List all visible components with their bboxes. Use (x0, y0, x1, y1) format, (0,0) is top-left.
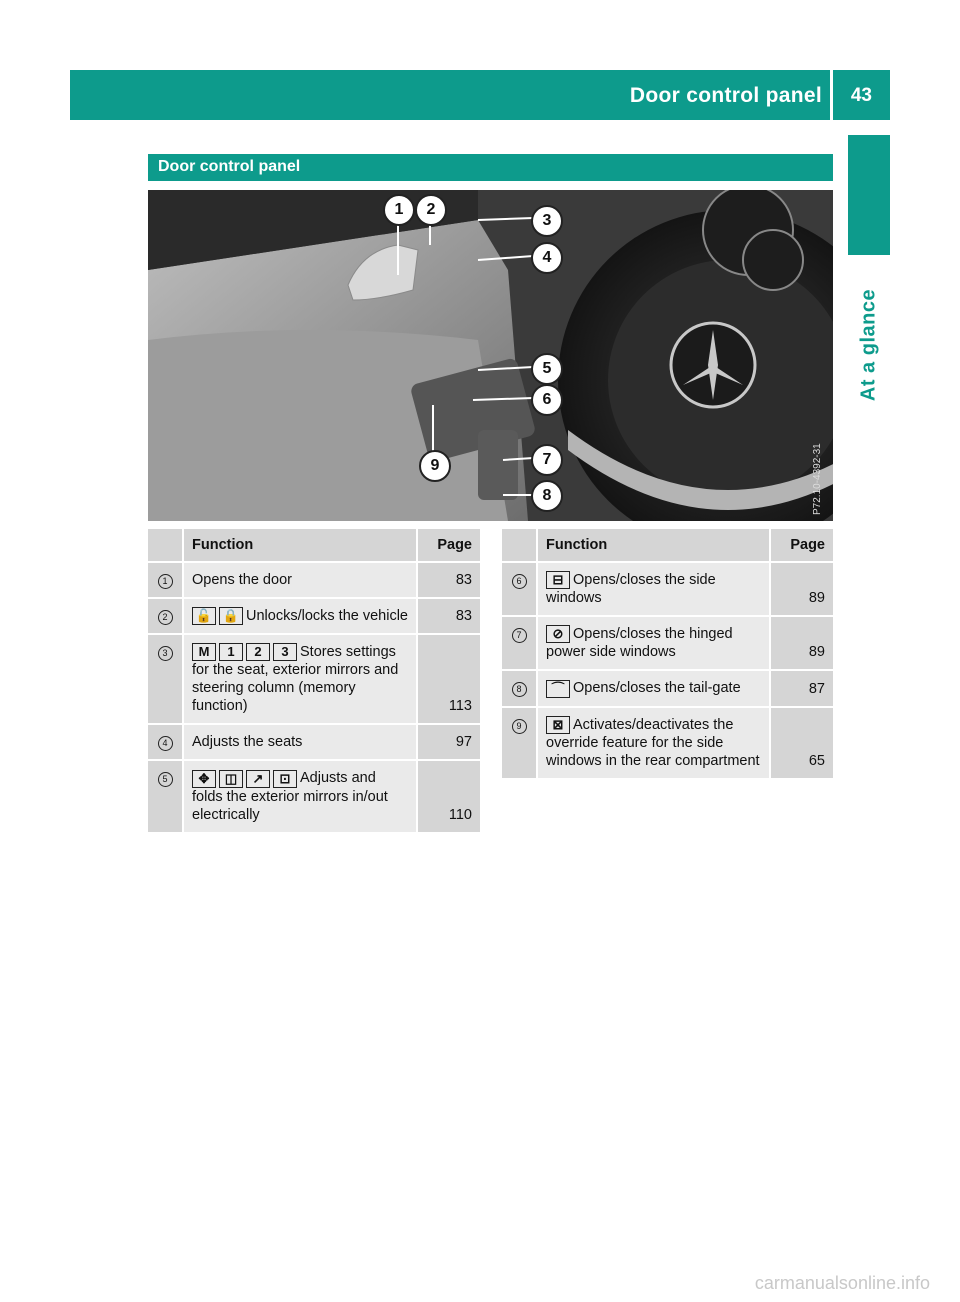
table-row (148, 761, 480, 831)
row-page-number: 89 (771, 617, 833, 669)
row-function-text: Stores settings for the seat, exterior mirrors and steering column (memory function) (192, 644, 399, 715)
table-row (502, 563, 833, 615)
button-symbol-icon: 2 (246, 643, 270, 661)
row-number-cell (148, 563, 182, 597)
row-function-cell (538, 563, 769, 615)
header-num-cell (148, 529, 182, 561)
table-header-row (502, 529, 833, 561)
header-title: Door control panel (629, 84, 822, 107)
header-num-cell (502, 529, 536, 561)
row-number: 7 (512, 628, 527, 643)
header-function: Function (538, 529, 769, 561)
row-function-cell (538, 708, 769, 778)
function-table-right (500, 527, 835, 780)
row-page-number: 65 (771, 708, 833, 778)
callout-1: 1 (383, 194, 415, 226)
row-number-cell (502, 617, 536, 669)
row-function-text: Opens/closes the side windows (546, 572, 716, 607)
callout-7: 7 (531, 444, 563, 476)
header-page: Page (418, 529, 480, 561)
row-page-number: 89 (771, 563, 833, 615)
header-page: Page (771, 529, 833, 561)
row-number-cell (148, 725, 182, 759)
button-symbol-icon: ⊟ (546, 571, 570, 589)
button-symbol-icon: ✥ (192, 770, 216, 788)
row-number: 5 (158, 772, 173, 787)
table-header-row (148, 529, 480, 561)
side-tab-label: At a glance (857, 288, 880, 402)
button-symbol-icon: M (192, 643, 216, 661)
page-number: 43 (850, 85, 872, 106)
callout-8: 8 (531, 480, 563, 512)
row-function-cell (184, 761, 416, 831)
row-number: 4 (158, 736, 173, 751)
side-tab-block (848, 135, 890, 255)
footer-watermark: carmanualsonline.info (754, 1273, 930, 1293)
figure-code: P72.10-4392-31 (812, 443, 823, 515)
button-symbol-icon: 3 (273, 643, 297, 661)
callout-6: 6 (531, 384, 563, 416)
row-function-cell (538, 671, 769, 705)
button-symbol-icon: ⊠ (546, 716, 570, 734)
row-function-text: Adjusts the seats (192, 734, 303, 751)
row-function-cell (184, 563, 416, 597)
button-symbol-icon: ↗ (246, 770, 270, 788)
table-row (502, 671, 833, 705)
button-symbol-icon: ⌒ (546, 680, 570, 698)
table-row (502, 708, 833, 778)
function-table-left (146, 527, 482, 834)
door-panel-illustration (148, 190, 833, 521)
section-bar (148, 154, 833, 181)
button-symbol-icon: 1 (219, 643, 243, 661)
button-symbol-icon: ◫ (219, 770, 243, 788)
callout-2: 2 (415, 194, 447, 226)
header-bar (70, 70, 890, 120)
row-function-cell (184, 599, 416, 633)
callout-9: 9 (419, 450, 451, 482)
row-page-number: 83 (418, 563, 480, 597)
header-divider (830, 70, 833, 120)
row-number: 2 (158, 610, 173, 625)
row-function-cell (184, 635, 416, 723)
row-number: 3 (158, 646, 173, 661)
table-row (148, 635, 480, 723)
row-number: 8 (512, 682, 527, 697)
row-number-cell (502, 708, 536, 778)
row-page-number: 113 (418, 635, 480, 723)
button-symbol-icon: ⊘ (546, 625, 570, 643)
button-symbol-icon: 🔒 (219, 607, 243, 625)
row-number: 9 (512, 719, 527, 734)
callout-5: 5 (531, 353, 563, 385)
row-number: 6 (512, 574, 527, 589)
table-row (502, 617, 833, 669)
row-function-text: Adjusts and folds the exterior mirrors in/out electrically (192, 770, 388, 823)
row-page-number: 110 (418, 761, 480, 831)
row-function-text: Opens/closes the tail-gate (573, 680, 741, 697)
row-page-number: 83 (418, 599, 480, 633)
section-title: Door control panel (158, 158, 301, 175)
row-number-cell (502, 563, 536, 615)
row-function-cell (538, 617, 769, 669)
row-function-cell (184, 725, 416, 759)
row-function-text: Opens/closes the hinged power side windows (546, 626, 733, 661)
button-symbol-icon: ⊡ (273, 770, 297, 788)
row-function-text: Unlocks/locks the vehicle (246, 608, 408, 624)
table-row (148, 725, 480, 759)
table-row (148, 599, 480, 633)
callout-4: 4 (531, 242, 563, 274)
row-number-cell (148, 599, 182, 633)
row-function-text: Opens the door (192, 572, 292, 588)
row-function-text: Activates/deactivates the override feature for the side windows in the rear compartment (546, 716, 760, 769)
row-number-cell (148, 635, 182, 723)
row-page-number: 97 (418, 725, 480, 759)
door-panel-figure (148, 190, 833, 521)
callout-3: 3 (531, 205, 563, 237)
button-symbol-icon: 🔓 (192, 607, 216, 625)
row-number: 1 (158, 574, 173, 589)
row-number-cell (502, 671, 536, 705)
row-page-number: 87 (771, 671, 833, 705)
row-number-cell (148, 761, 182, 831)
header-function: Function (184, 529, 416, 561)
table-row (148, 563, 480, 597)
